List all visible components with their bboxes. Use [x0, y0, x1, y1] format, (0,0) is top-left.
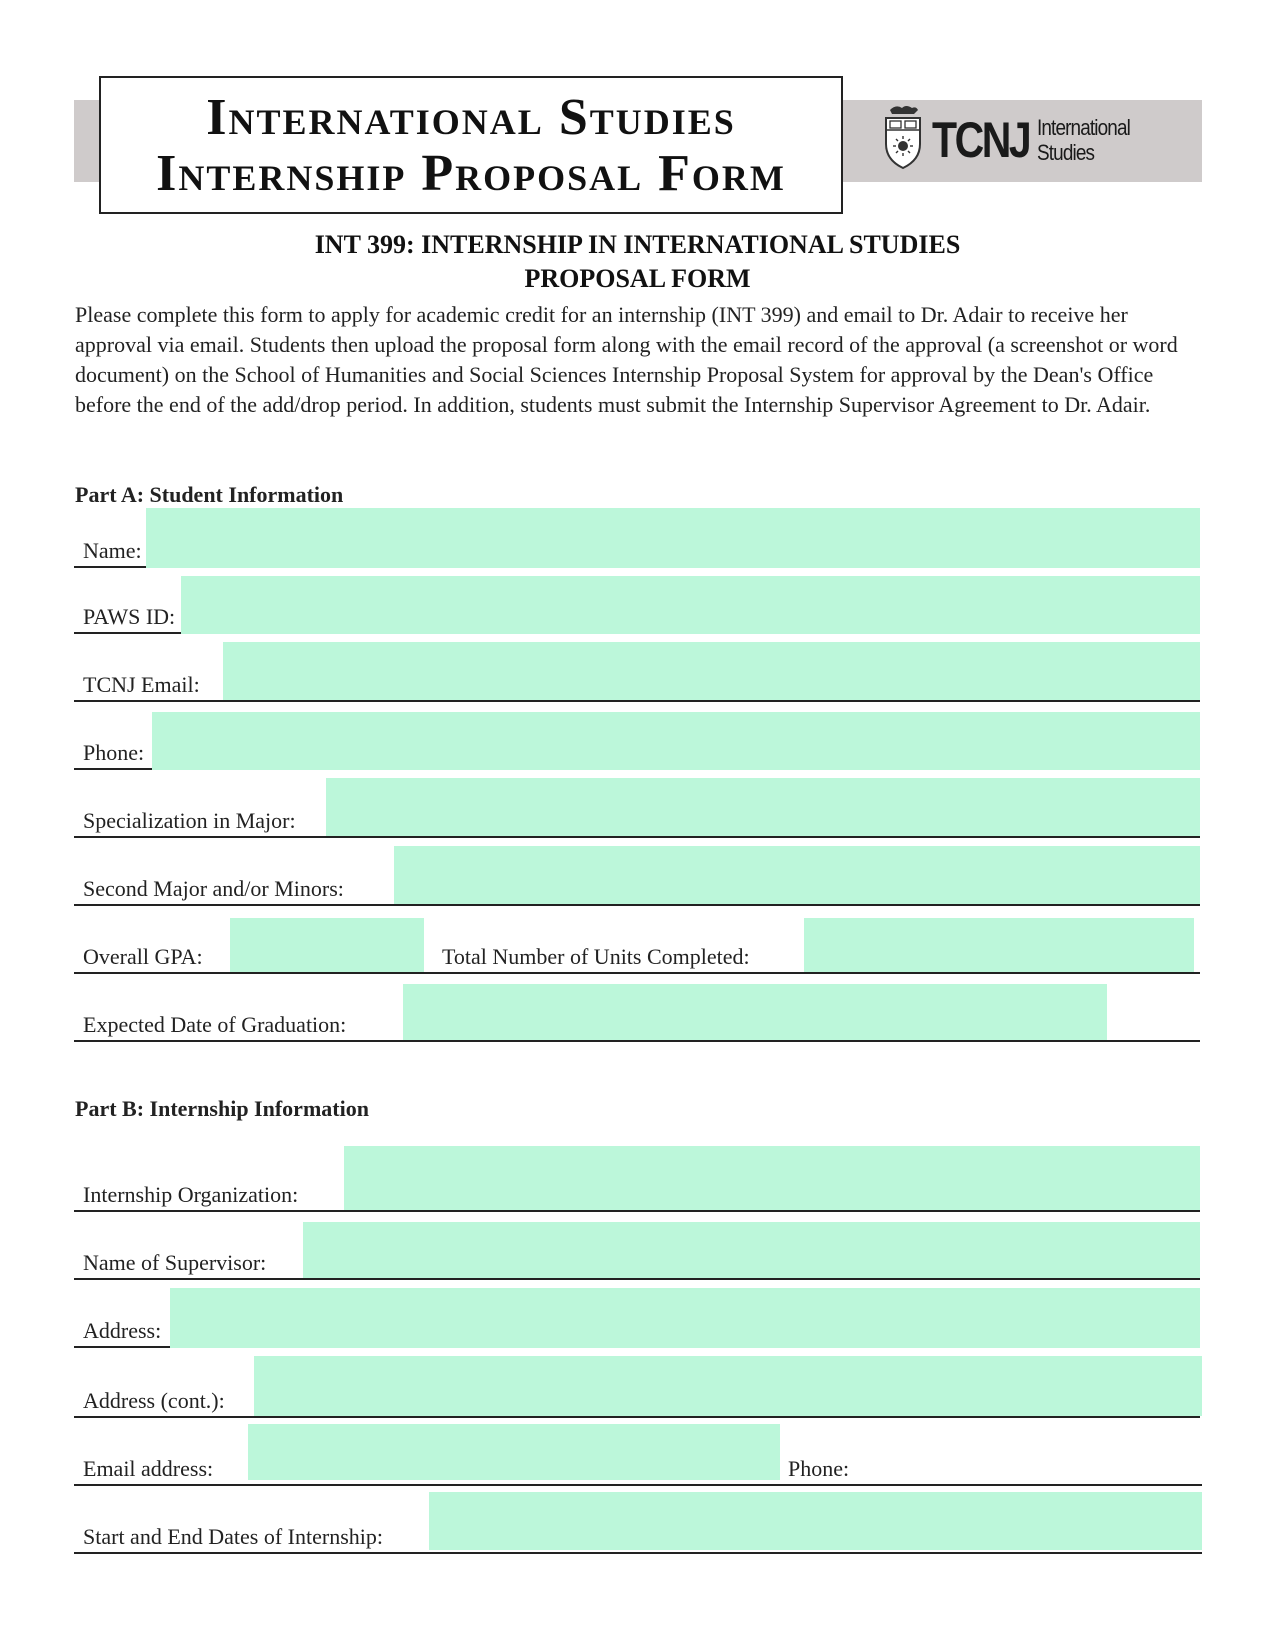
part-a-title: Part A: Student Information	[75, 482, 344, 507]
course-subtitle: PROPOSAL FORM	[524, 264, 751, 293]
second-major-field[interactable]	[394, 846, 1200, 904]
course-title: INT 399: INTERNSHIP IN INTERNATIONAL STUDIES	[314, 230, 961, 259]
organization-field[interactable]	[344, 1146, 1200, 1210]
address-cont-row	[74, 1356, 1200, 1418]
tcnj-email-label: TCNJ Email:	[83, 672, 200, 697]
paws-id-row	[74, 576, 1200, 634]
name-label: Name:	[83, 538, 142, 563]
organization-label: Internship Organization:	[83, 1182, 299, 1207]
form-title-box	[99, 76, 843, 214]
specialization-label: Specialization in Major:	[83, 808, 296, 833]
logo-subtitle-line-2: Studies	[1036, 140, 1094, 165]
tcnj-email-row	[74, 642, 1200, 702]
graduation-label: Expected Date of Graduation:	[83, 1012, 347, 1037]
dates-label: Start and End Dates of Internship:	[83, 1524, 383, 1549]
graduation-field[interactable]	[403, 984, 1107, 1040]
name-field[interactable]	[146, 508, 1200, 568]
address-label: Address:	[83, 1318, 162, 1343]
tcnj-email-field[interactable]	[223, 642, 1200, 700]
tcnj-logo-text: TCNJ	[932, 112, 1030, 168]
gpa-label: Overall GPA:	[83, 944, 203, 969]
second-major-row	[74, 846, 1200, 906]
address-cont-field[interactable]	[254, 1356, 1202, 1416]
form-title-line-1: International Studies	[206, 89, 736, 146]
dates-row	[74, 1492, 1202, 1554]
instructions-paragraph: Please complete this form to apply for academic credit for an internship (INT 399) and email to Dr. Adair to receive her approval via email. Students then upload the proposal form along with the email record of the approval (a screenshot or word document) on the School of Humanities and Social Sciences Internship Proposal System for approval by the Dean's Office before the end of the add/drop period. In addition, students must submit the Internship Supervisor Agreement to Dr. Adair.	[75, 302, 1178, 417]
supervisor-field[interactable]	[303, 1222, 1200, 1278]
units-field[interactable]	[804, 918, 1194, 972]
second-major-label: Second Major and/or Minors:	[83, 876, 344, 901]
address-row	[74, 1288, 1200, 1348]
email-address-label: Email address:	[83, 1456, 214, 1481]
organization-row	[74, 1146, 1200, 1212]
gpa-field[interactable]	[230, 918, 424, 972]
org-phone-field[interactable]	[874, 1424, 1202, 1480]
logo-subtitle-line-1: International	[1036, 115, 1130, 140]
supervisor-row	[74, 1222, 1200, 1280]
units-label: Total Number of Units Completed:	[442, 944, 750, 969]
org-phone-label: Phone:	[788, 1456, 850, 1481]
paws-id-field[interactable]	[181, 576, 1200, 634]
logo-subtitle	[1037, 115, 1145, 165]
graduation-row	[74, 984, 1200, 1042]
specialization-row	[74, 778, 1200, 838]
gpa-units-row	[74, 914, 1200, 974]
address-cont-label: Address (cont.):	[83, 1388, 225, 1413]
specialization-field[interactable]	[326, 778, 1200, 836]
tcnj-logo	[882, 104, 1145, 176]
address-field[interactable]	[170, 1288, 1200, 1348]
dates-field[interactable]	[429, 1492, 1202, 1550]
email-phone-row	[74, 1424, 1202, 1486]
supervisor-label: Name of Supervisor:	[83, 1250, 267, 1275]
form-title-line-2: Internship Proposal Form	[156, 145, 786, 202]
tcnj-seal-icon	[882, 104, 924, 176]
paws-id-label: PAWS ID:	[83, 604, 176, 629]
phone-field[interactable]	[152, 712, 1200, 770]
part-b-title: Part B: Internship Information	[75, 1096, 369, 1121]
email-address-field[interactable]	[248, 1424, 780, 1480]
phone-label: Phone:	[83, 740, 145, 765]
name-row	[74, 508, 1200, 568]
phone-row	[74, 712, 1200, 770]
